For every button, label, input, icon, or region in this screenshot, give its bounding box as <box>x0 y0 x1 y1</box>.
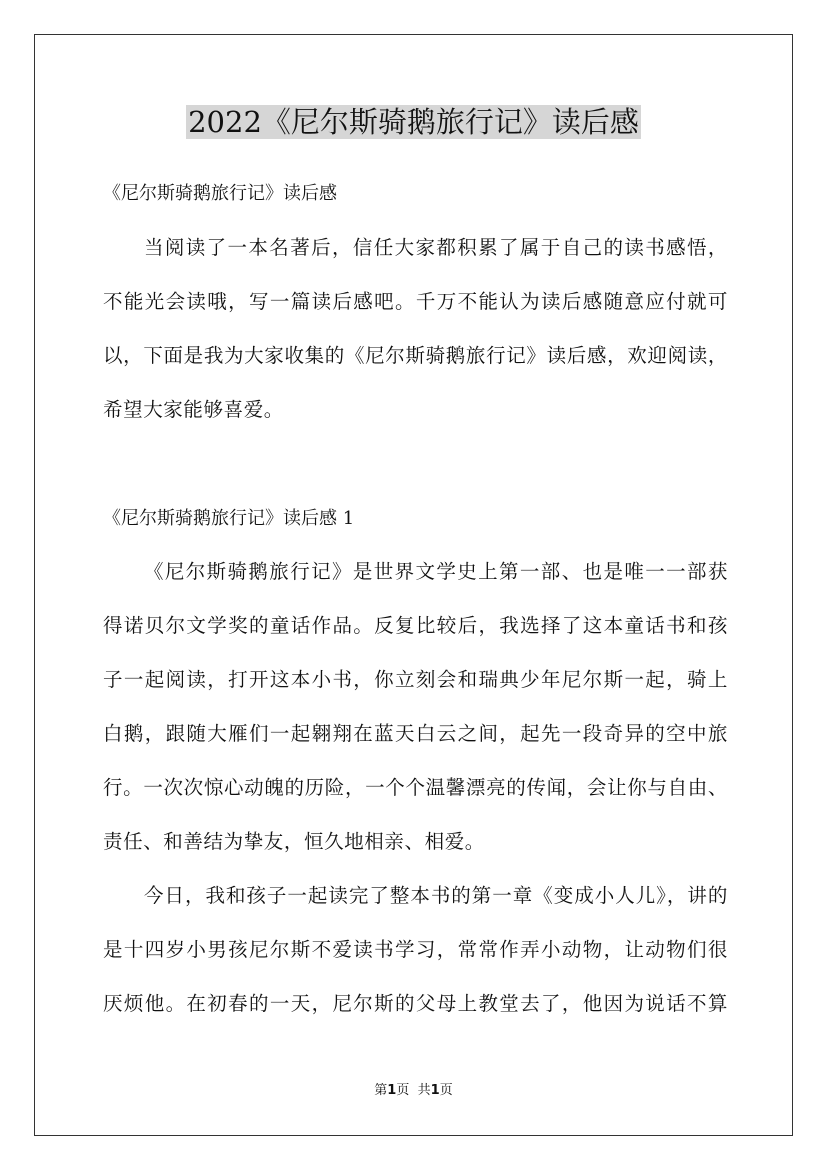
paragraph2-line-1: 今日，我和孩子一起读完了整本书的第一章《变成小人儿》，讲的 <box>144 884 728 907</box>
paragraph1-line-3: 子一起阅读，打开这本小书，你立刻会和瑞典少年尼尔斯一起，骑上 <box>103 668 728 691</box>
document-title-text: 2022《尼尔斯骑鹅旅行记》读后感 <box>188 105 639 139</box>
section-heading: 《尼尔斯骑鹅旅行记》读后感 1 <box>103 508 355 529</box>
page-footer <box>0 1082 827 1100</box>
paragraph1-line-2: 得诺贝尔文学奖的童话作品。反复比较后，我选择了这本童话书和孩 <box>103 614 728 637</box>
paragraph2-line-2: 是十四岁小男孩尼尔斯不爱读书学习，常常作弄小动物，让动物们很 <box>103 938 728 961</box>
paragraph1-line-4: 白鹅，跟随大雁们一起翱翔在蓝天白云之间，起先一段奇异的空中旅 <box>103 722 728 745</box>
page-current: 1 <box>387 1083 397 1098</box>
total-suffix: 页 <box>439 1083 453 1098</box>
intro-line-4: 希望大家能够喜爱。 <box>103 398 284 421</box>
paragraph2-line-3: 厌烦他。在初春的一天，尼尔斯的父母上教堂去了，他因为说话不算 <box>103 992 728 1015</box>
page-total: 1 <box>430 1083 440 1098</box>
paragraph1-line-1: 《尼尔斯骑鹅旅行记》是世界文学史上第一部、也是唯一一部获 <box>144 560 728 583</box>
page-prefix: 第 <box>374 1083 388 1098</box>
total-prefix: 共 <box>417 1083 431 1098</box>
intro-line-2: 不能光会读哦，写一篇读后感吧。千万不能认为读后感随意应付就可 <box>103 290 728 313</box>
document-subtitle: 《尼尔斯骑鹅旅行记》读后感 <box>103 183 337 204</box>
intro-line-3: 以，下面是我为大家收集的《尼尔斯骑鹅旅行记》读后感，欢迎阅读， <box>103 344 728 367</box>
paragraph1-line-5: 行。一次次惊心动魄的历险，一个个温馨漂亮的传闻，会让你与自由、 <box>103 776 728 799</box>
paragraph1-line-6: 责任、和善结为挚友，恒久地相亲、相爱。 <box>103 830 485 853</box>
intro-line-1: 当阅读了一本名著后，信任大家都积累了属于自己的读书感悟， <box>144 236 728 259</box>
page-suffix: 页 <box>396 1083 410 1098</box>
document-title <box>0 100 827 144</box>
